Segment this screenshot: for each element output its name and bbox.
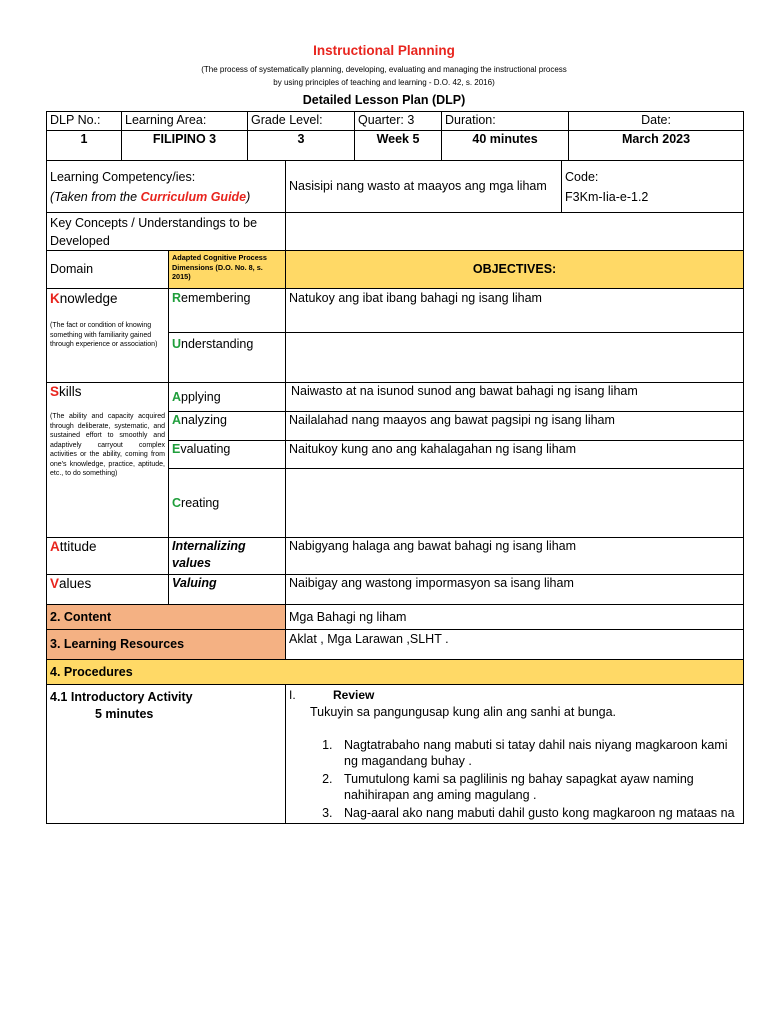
analyzing-cell xyxy=(169,412,286,441)
competency-row xyxy=(47,161,744,213)
values-process: Valuing xyxy=(169,575,286,605)
competency-note-prefix: (Taken from the xyxy=(50,189,141,204)
analyzing-initial: A xyxy=(172,413,182,427)
evaluating-initial: E xyxy=(172,442,181,456)
content-row xyxy=(47,605,744,630)
remembering-objective: Natukoy ang ibat ibang bahagi ng isang liham xyxy=(286,289,744,333)
attitude-row xyxy=(47,538,744,575)
introductory-label: 4.1 Introductory Activity xyxy=(50,690,193,704)
introductory-time: 5 minutes xyxy=(95,707,154,721)
list-item: 2. Tumutulong kami sa paglilinis ng bahay sapagkat ayaw naming nahihirapan ang aming magulang . xyxy=(336,771,740,803)
attitude-domain-cell xyxy=(47,538,169,575)
evaluating-cell xyxy=(169,441,286,469)
remembering-rest: emembering xyxy=(181,291,251,305)
dlp-no-label: DLP No.: xyxy=(47,112,122,131)
creating-cell xyxy=(169,469,286,538)
review-heading xyxy=(289,685,740,704)
list-item: 1. Nagtatrabaho nang mabuti si tatay dahil nais niyang magkaroon kami ng magandang buhay . xyxy=(336,737,740,769)
info-label-row xyxy=(47,112,744,131)
attitude-rest: ttitude xyxy=(59,539,97,554)
attitude-initial: A xyxy=(50,539,60,554)
info-value-row xyxy=(47,131,744,161)
evaluating-objective: Naitukoy kung ano ang kahalagahan ng isang liham xyxy=(286,441,744,469)
review-instruction: Tukuyin sa pangungusap kung alin ang sanhi at bunga. xyxy=(310,705,617,719)
values-rest: alues xyxy=(59,576,92,591)
values-domain-cell xyxy=(47,575,169,605)
date-label: Date: xyxy=(569,112,744,131)
skills-row-1 xyxy=(47,383,744,412)
knowledge-desc: (The fact or condition of knowing something with familiarity gained through experience or association) xyxy=(50,322,158,348)
dimensions-header: Adapted Cognitive Process Dimensions (D.O. No. 8, s. 2015) xyxy=(169,251,286,289)
learning-area-label: Learning Area: xyxy=(122,112,248,131)
skills-domain-cell xyxy=(47,383,169,538)
review-items xyxy=(289,737,740,821)
analyzing-rest: nalyzing xyxy=(181,413,227,427)
understanding-objective xyxy=(286,333,744,383)
values-objective: Naibigay ang wastong impormasyon sa isang liham xyxy=(286,575,744,605)
understanding-rest: nderstanding xyxy=(181,337,254,351)
grade-level-label: Grade Level: xyxy=(248,112,355,131)
competency-label-cell xyxy=(47,161,286,213)
values-row xyxy=(47,575,744,605)
analyzing-objective: Nailalahad nang maayos ang bawat pagsipi ng isang liham xyxy=(286,412,744,441)
grade-level-value: 3 xyxy=(248,131,355,161)
knowledge-label xyxy=(50,289,165,307)
procedures-row xyxy=(47,660,744,685)
competency-note-suffix: ) xyxy=(246,189,251,204)
document-title: Instructional Planning xyxy=(313,43,455,58)
code-value: F3Km-Iia-e-1.2 xyxy=(565,189,649,204)
content-label: 2. Content xyxy=(47,605,286,630)
review-title: Review xyxy=(333,688,375,702)
skills-label xyxy=(50,383,165,400)
resources-row xyxy=(47,630,744,660)
learning-area-value: FILIPINO 3 xyxy=(122,131,248,161)
plan-title: Detailed Lesson Plan (DLP) xyxy=(302,93,466,107)
content-value: Mga Bahagi ng liham xyxy=(286,605,744,630)
creating-objective xyxy=(286,469,744,538)
knowledge-initial: K xyxy=(50,291,60,306)
domain-header-row xyxy=(47,251,744,289)
dlp-no-value: 1 xyxy=(47,131,122,161)
introductory-row xyxy=(47,685,744,824)
review-numeral: I. xyxy=(289,688,296,702)
procedures-label: 4. Procedures xyxy=(47,660,744,685)
knowledge-row-1 xyxy=(47,289,744,333)
duration-label: Duration: xyxy=(442,112,569,131)
competency-note xyxy=(50,187,282,207)
attitude-process: Internalizing values xyxy=(169,538,286,575)
understanding-cell xyxy=(169,333,286,383)
skills-rest: kills xyxy=(59,384,82,399)
duration-value: 40 minutes xyxy=(442,131,569,161)
competency-label: Learning Competency/ies: xyxy=(50,169,196,184)
applying-objective: Naiwasto at na isunod sunod ang bawat bahagi ng isang liham xyxy=(286,383,744,412)
lesson-plan-table xyxy=(46,111,744,824)
creating-initial: C xyxy=(172,495,182,510)
evaluating-rest: valuating xyxy=(180,442,231,456)
knowledge-rest: nowledge xyxy=(59,291,118,306)
remembering-initial: R xyxy=(172,291,182,305)
values-initial: V xyxy=(50,576,60,591)
document-subtitle-line1: (The process of systematically planning, developing, evaluating and managing the instructional process xyxy=(201,65,567,74)
understanding-initial: U xyxy=(172,337,182,351)
applying-cell xyxy=(169,383,286,412)
date-value: March 2023 xyxy=(569,131,744,161)
applying-initial: A xyxy=(172,389,182,404)
curriculum-guide-text: Curriculum Guide xyxy=(140,189,247,204)
key-concepts-label: Key Concepts / Understandings to be Developed xyxy=(47,213,286,251)
key-concepts-row xyxy=(47,213,744,251)
skills-initial: S xyxy=(50,384,60,399)
remembering-cell xyxy=(169,289,286,333)
creating-rest: reating xyxy=(181,495,220,510)
quarter-label: Quarter: 3 xyxy=(355,112,442,131)
competency-value: Nasisipi nang wasto at maayos ang mga liham xyxy=(286,161,562,213)
code-label: Code: xyxy=(565,169,599,184)
domain-header: Domain xyxy=(47,251,169,289)
objectives-header: OBJECTIVES: xyxy=(286,251,744,289)
knowledge-domain-cell xyxy=(47,289,169,383)
list-item: 3. Nag-aaral ako nang mabuti dahil gusto kong magkaroon ng mataas na xyxy=(336,805,740,821)
resources-label: 3. Learning Resources xyxy=(47,630,286,660)
document-subtitle-line2: by using principles of teaching and learning - D.O. 42, s. 2016) xyxy=(273,78,495,87)
week-value: Week 5 xyxy=(355,131,442,161)
review-cell xyxy=(286,685,744,824)
skills-desc: (The ability and capacity acquired through deliberate, systematic, and sustained effort to smoothly and adaptively carryout complex activities or the ability, coming from one's knowledge, practice, aptitude, etc., to do something) xyxy=(50,413,165,477)
introductory-cell xyxy=(47,685,286,824)
key-concepts-value xyxy=(286,213,744,251)
attitude-objective: Nabigyang halaga ang bawat bahagi ng isang liham xyxy=(286,538,744,575)
resources-value: Aklat , Mga Larawan ,SLHT . xyxy=(286,630,744,660)
applying-rest: pplying xyxy=(181,389,221,404)
code-cell xyxy=(562,161,744,213)
